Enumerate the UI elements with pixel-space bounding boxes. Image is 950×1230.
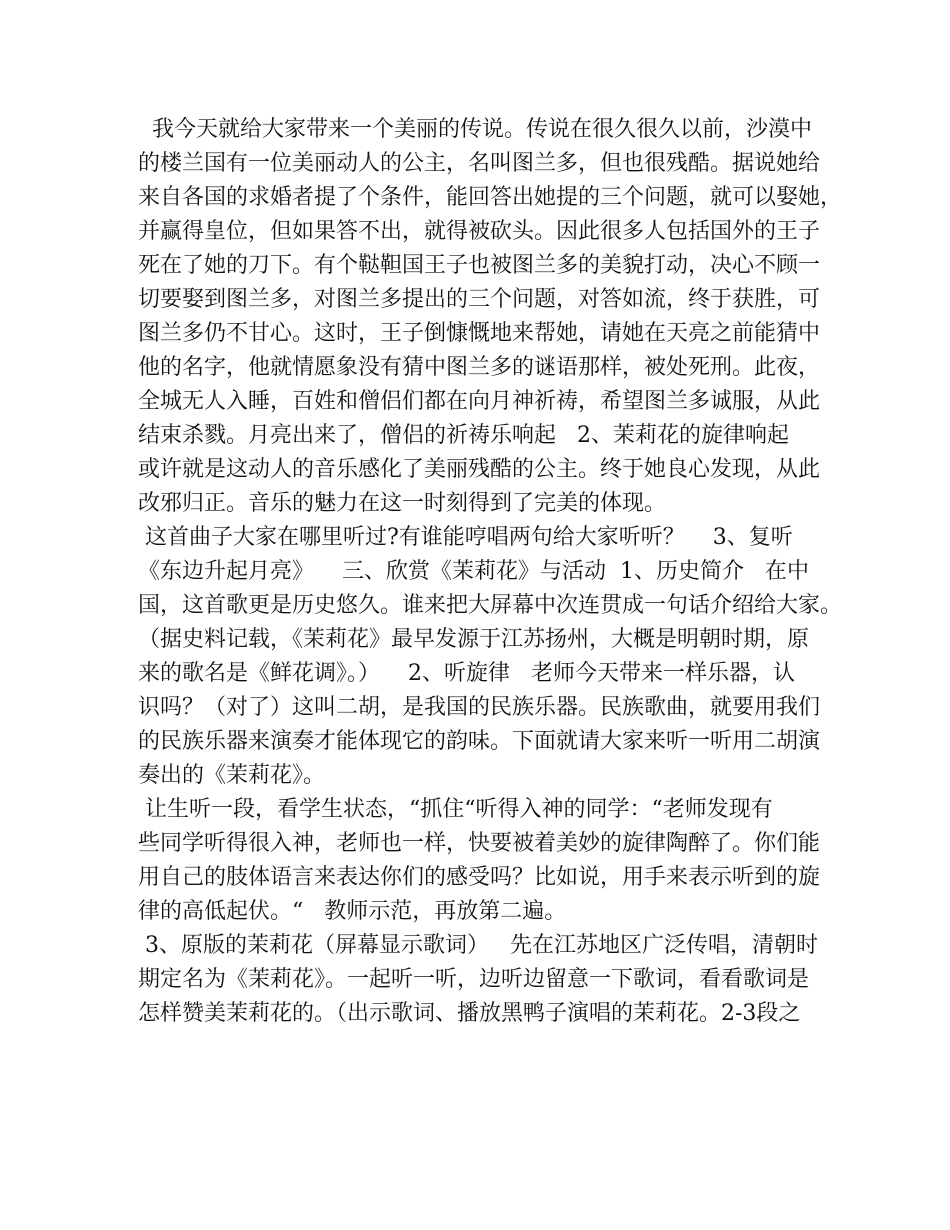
- text-line: 《东边升起月亮》 三、欣赏《茉莉花》与活动 1、历史简介 在中: [138, 559, 809, 584]
- text-line: （据史料记载，《茉莉花》最早发源于江苏扬州，大概是明朝时期，原: [138, 627, 810, 652]
- text-line: 识吗？（对了）这叫二胡，是我国的民族乐器。民族歌曲，就要用我们: [138, 695, 821, 720]
- text-line: 国，这首歌更是历史悠久。谁来把大屏幕中次连贯成一句话介绍给大家。: [138, 593, 843, 618]
- text-line: 奏出的《茉莉花》。: [138, 763, 326, 788]
- text-line: 怎样赞美茉莉花的。（出示歌词、播放黑鸭子演唱的茉莉花。2-3段之: [138, 1001, 801, 1026]
- text-line: 来的歌名是《鲜花调》。） 2、听旋律 老师今天带来一样乐器，认: [138, 661, 795, 686]
- text-line: 让生听一段，看学生状态，“抓住“听得入神的同学：“老师发现有: [138, 797, 773, 822]
- text-line: 3、原版的茉莉花（屏幕显示歌词） 先在江苏地区广泛传唱，清朝时: [138, 933, 818, 958]
- text-line: 切要娶到图兰多，对图兰多提出的三个问题，对答如流，终于获胜，可: [138, 287, 821, 312]
- text-line: 我今天就给大家带来一个美丽的传说。传说在很久很久以前，沙漠中: [138, 117, 812, 142]
- text-line: 并赢得皇位，但如果答不出，就得被砍头。因此很多人包括国外的王子: [138, 219, 821, 244]
- text-line: 来自各国的求婚者提了个条件，能回答出她提的三个问题，就可以娶她，: [138, 185, 843, 210]
- text-line: 的民族乐器来演奏才能体现它的韵味。下面就请大家来听一听用二胡演: [138, 729, 821, 754]
- text-line: 死在了她的刀下。有个鞑靼国王子也被图兰多的美貌打动，决心不顾一: [138, 253, 821, 278]
- text-line: 这首曲子大家在哪里听过?有谁能哼唱两句给大家听听？ 3、复听: [138, 525, 793, 550]
- text-line: 图兰多仍不甘心。这时，王子倒慷慨地来帮她，请她在天亮之前能猜中: [138, 321, 821, 346]
- text-line: 结束杀戮。月亮出来了，僧侣的祈祷乐响起 2、茉莉花的旋律响起: [138, 423, 789, 448]
- text-line: 或许就是这动人的音乐感化了美丽残酷的公主。终于她良心发现，从此: [138, 457, 821, 482]
- text-line: 用自己的肢体语言来表达你们的感受吗？比如说，用手来表示听到的旋: [138, 865, 821, 890]
- text-line: 全城无人入睡，百姓和僧侣们都在向月神祈祷，希望图兰多诚服，从此: [138, 389, 821, 414]
- text-line: 他的名字，他就情愿象没有猜中图兰多的谜语那样，被处死刑。此夜，: [138, 355, 821, 380]
- text-line: 律的高低起伏。“ 教师示范，再放第二遍。: [138, 899, 567, 924]
- text-line: 期定名为《茉莉花》。一起听一听，边听边留意一下歌词，看看歌词是: [138, 967, 810, 992]
- text-line: 的楼兰国有一位美丽动人的公主，名叫图兰多，但也很残酷。据说她给: [138, 151, 821, 176]
- text-line: 改邪归正。音乐的魅力在这一时刻得到了完美的体现。: [138, 491, 667, 516]
- text-line: 些同学听得很入神，老师也一样，快要被着美妙的旋律陶醉了。你们能: [138, 831, 821, 856]
